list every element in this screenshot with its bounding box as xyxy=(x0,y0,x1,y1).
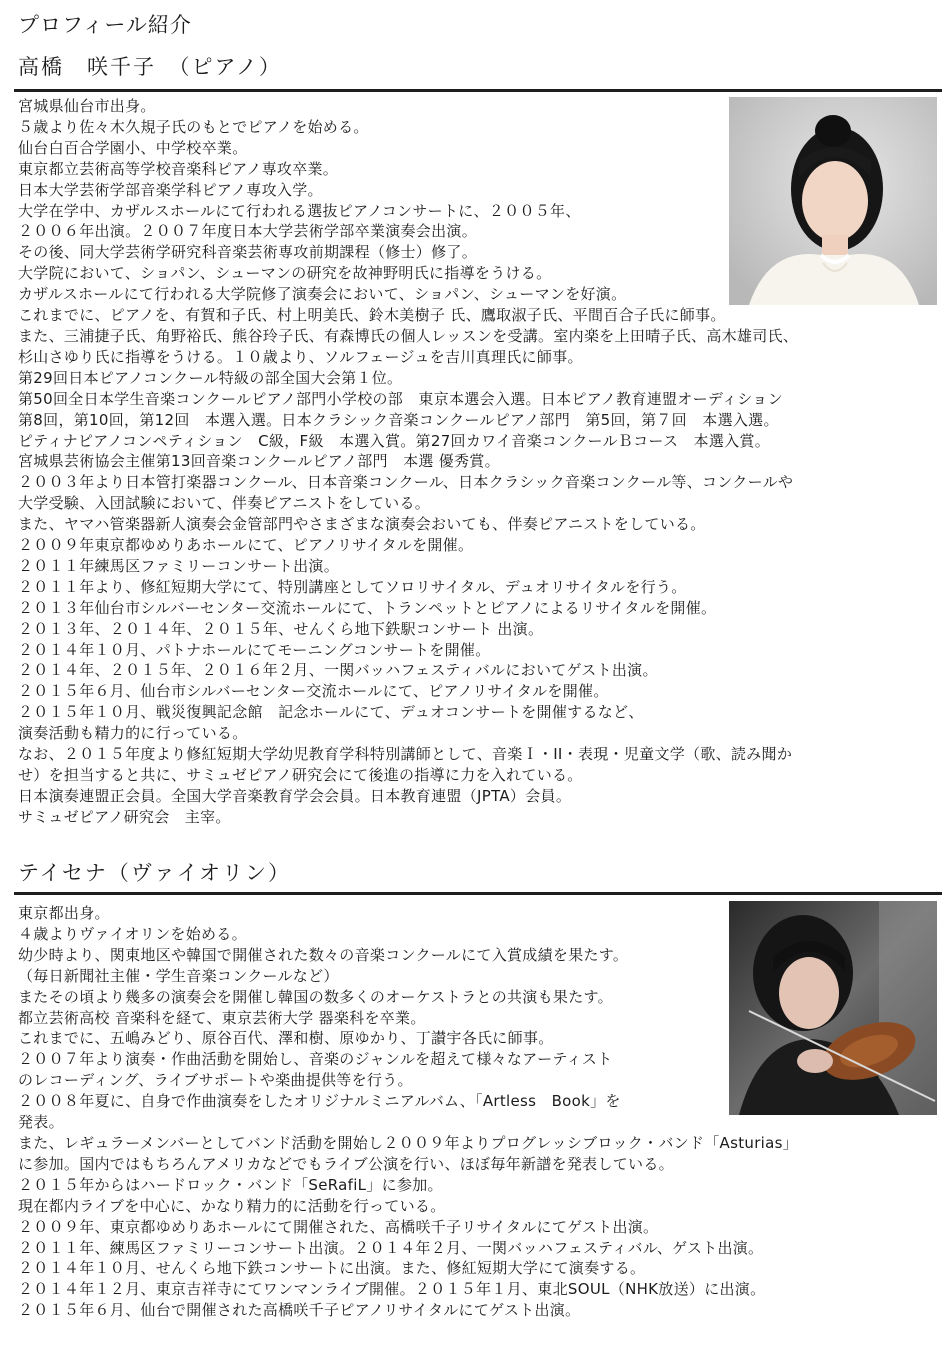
list-item: ２０１５年１０月、戦災復興記念館 記念ホールにて、デュオコンサートを開催するなど、 xyxy=(18,703,644,722)
list-item: 日本演奏連盟正会員。全国大学音楽教育学会会員。日本教育連盟（JPTA）会員。 xyxy=(18,786,572,805)
list-item: のレコーディング、ライブサポートや楽曲提供等を行う。 xyxy=(18,1071,413,1090)
page-title: プロフィール紹介 xyxy=(18,13,192,37)
list-item: その後、同大学芸術学研究科音楽芸術専攻前期課程（修士）修了。 xyxy=(18,243,478,262)
list-item: ２００９年、東京都ゆめりあホールにて開催された、高橋咲千子リサイタルにてゲスト出演。 xyxy=(18,1217,659,1236)
list-item: に参加。国内ではもちろんアメリカなどでもライブ公演を行い、ほぼ毎年新譜を発表している。 xyxy=(18,1154,674,1173)
list-item: これまでに、ピアノを、有賀和子氏、村上明美氏、鈴木美樹子 氏、鷹取淑子氏、平間百合子氏に師事。 xyxy=(18,306,726,325)
list-item: 宮城県仙台市出身。 xyxy=(18,97,156,115)
list-item: ２０１１年より、修紅短期大学にて、特別講座としてソロリサイタル、デュオリサイタルを行う。 xyxy=(18,577,687,596)
list-item: ２０１１年練馬区ファミリーコンサート出演。 xyxy=(18,556,340,575)
list-item: ２００８年夏に、自身で作曲演奏をしたオリジナルミニアルバム、「Artless Book」を xyxy=(18,1092,621,1111)
list-item: また、三浦捷子氏、角野裕氏、熊谷玲子氏、有森博氏の個人レッスンを受講。室内楽を上田晴子氏、高木雄司氏、 xyxy=(18,326,799,345)
list-item: 大学在学中、カザルスホールにて行われる選抜ピアノコンサートに、２００５年、 xyxy=(18,201,581,220)
list-item: 第29回日本ピアノコンクール特級の部全国大会第１位。 xyxy=(18,368,403,387)
list-item: 東京都出身。 xyxy=(18,904,110,922)
list-item: ２０１４年１０月、パトナホールにてモーニングコンサートを開催。 xyxy=(18,640,491,659)
pianist-divider xyxy=(14,89,942,92)
list-item: ５歳より佐々木久規子氏のもとでピアノを始める。 xyxy=(18,117,369,136)
list-item: また、レギュラーメンバーとしてバンド活動を開始し２００９年よりプログレッシブロック・バンド「Asturias」 xyxy=(18,1133,799,1152)
list-item: ２０１１年、練馬区ファミリーコンサート出演。２０１４年２月、一関バッハフェスティバル、ゲスト出演。 xyxy=(18,1238,764,1257)
list-item: ２０１５年６月、仙台で開催された高橋咲千子ピアノリサイタルにてゲスト出演。 xyxy=(18,1301,581,1320)
list-item: ピティナピアノコンペティション C級，F級 本選入賞。第27回カワイ音楽コンクールＢコース 本選入賞。 xyxy=(18,431,771,450)
list-item: また、ヤマハ管楽器新人演奏会金管部門やさまざまな演奏会おいても、伴奏ピアニストをしている。 xyxy=(18,515,706,534)
pianist-name: 高橋 咲千子 （ピアノ） xyxy=(18,55,282,79)
list-item: ２０１３年仙台市シルバーセンター交流ホールにて、トランペットとピアノによるリサイタルを開催。 xyxy=(18,598,717,617)
list-item: 大学受験、入団試験において、伴奏ピアニストをしている。 xyxy=(18,494,431,513)
list-item: ２００３年より日本管打楽器コンクール、日本音楽コンクール、日本クラシック音楽コンクール等、コンクールや xyxy=(18,473,794,492)
list-item: またその頃より幾多の演奏会を開催し韓国の数多くのオーケストラとの共演も果たす。 xyxy=(18,987,613,1006)
list-item: 第50回全日本学生音楽コンクールピアノ部門小学校の部 東京本選会入選。日本ピアノ教育連盟オーディション xyxy=(18,389,783,408)
list-item: サミュゼピアノ研究会 主宰。 xyxy=(18,807,231,826)
list-item: カザルスホールにて行われる大学院修了演奏会において、ショパン、シューマンを好演。 xyxy=(18,285,627,304)
list-item: ２００６年出演。２００７年度日本大学芸術学部卒業演奏会出演。 xyxy=(18,222,478,241)
list-item: ２０１５年からはハードロック・バンド「SeRafiL」に参加。 xyxy=(18,1175,443,1194)
list-item: 宮城県芸術協会主催第13回音楽コンクールピアノ部門 本選 優秀賞。 xyxy=(18,452,500,471)
list-item: せ）を担当すると共に、サミュゼピアノ研究会にて後進の指導に力を入れている。 xyxy=(18,766,583,784)
list-item: 杉山さゆり氏に指導をうける。１０歳より、ソルフェージュを吉川真理氏に師事。 xyxy=(18,347,583,366)
pianist-bio xyxy=(18,96,798,828)
list-item: これまでに、五嶋みどり、原谷百代、澤和樹、原ゆかり、丁讃宇各氏に師事。 xyxy=(18,1029,554,1048)
list-item: ２０１４年１０月、せんくら地下鉄コンサートに出演。また、修紅短期大学にて演奏する。 xyxy=(18,1259,646,1278)
list-item: （毎日新聞社主催・学生音楽コンクールなど） xyxy=(18,966,339,985)
list-item: ２０１４年１２月、東京吉祥寺にてワンマンライブ開催。２０１５年１月、東北SOUL（NHK放送）に出演。 xyxy=(18,1280,766,1299)
violinist-bio xyxy=(18,903,798,1321)
list-item: 仙台白百合学園小、中学校卒業。 xyxy=(18,138,248,157)
list-item: 東京都立芸術高等学校音楽科ピアノ専攻卒業。 xyxy=(18,159,339,178)
list-item: なお、２０１５年度より修紅短期大学幼児教育学科特別講師として、音楽Ｉ・II・表現・児童文学（歌、読み聞か xyxy=(18,745,793,764)
list-item: 幼少時より、関東地区や韓国で開催された数々の音楽コンクールにて入賞成績を果たす。 xyxy=(18,945,629,964)
list-item: ２００７年より演奏・作曲活動を開始し、音楽のジャンルを超えて様々なアーティスト xyxy=(18,1050,613,1069)
list-item: 発表。 xyxy=(18,1113,64,1132)
list-item: 演奏活動も精力的に行っている。 xyxy=(18,724,248,743)
list-item: ２０１５年６月、仙台市シルバーセンター交流ホールにて、ピアノリサイタルを開催。 xyxy=(18,682,609,701)
list-item: ４歳よりヴァイオリンを始める。 xyxy=(18,924,247,943)
list-item: 日本大学芸術学部音楽学科ピアノ専攻入学。 xyxy=(18,180,323,199)
violinist-name: テイセナ（ヴァイオリン） xyxy=(18,861,292,885)
list-item: 現在都内ライブを中心に、かなり精力的に活動を行っている。 xyxy=(18,1196,446,1215)
list-item: ２０１３年、２０１４年、２０１５年、せんくら地下鉄駅コンサート 出演。 xyxy=(18,619,544,638)
list-item: ２００９年東京都ゆめりあホールにて、ピアノリサイタルを開催。 xyxy=(18,536,474,555)
list-item: 第8回，第10回，第12回 本選入選。日本クラシック音楽コンクールピアノ部門 第5回，第７回 本選入選。 xyxy=(18,410,779,429)
list-item: 都立芸術高校 音楽科を経て、東京芸術大学 器楽科を卒業。 xyxy=(18,1008,426,1027)
list-item: ２０１４年、２０１５年、２０１６年２月、一関バッハフェスティバルにおいてゲスト出演。 xyxy=(18,661,658,680)
list-item: 大学院において、ショパン、シューマンの研究を故神野明氏に指導をうける。 xyxy=(18,264,552,283)
violinist-divider xyxy=(14,892,942,895)
